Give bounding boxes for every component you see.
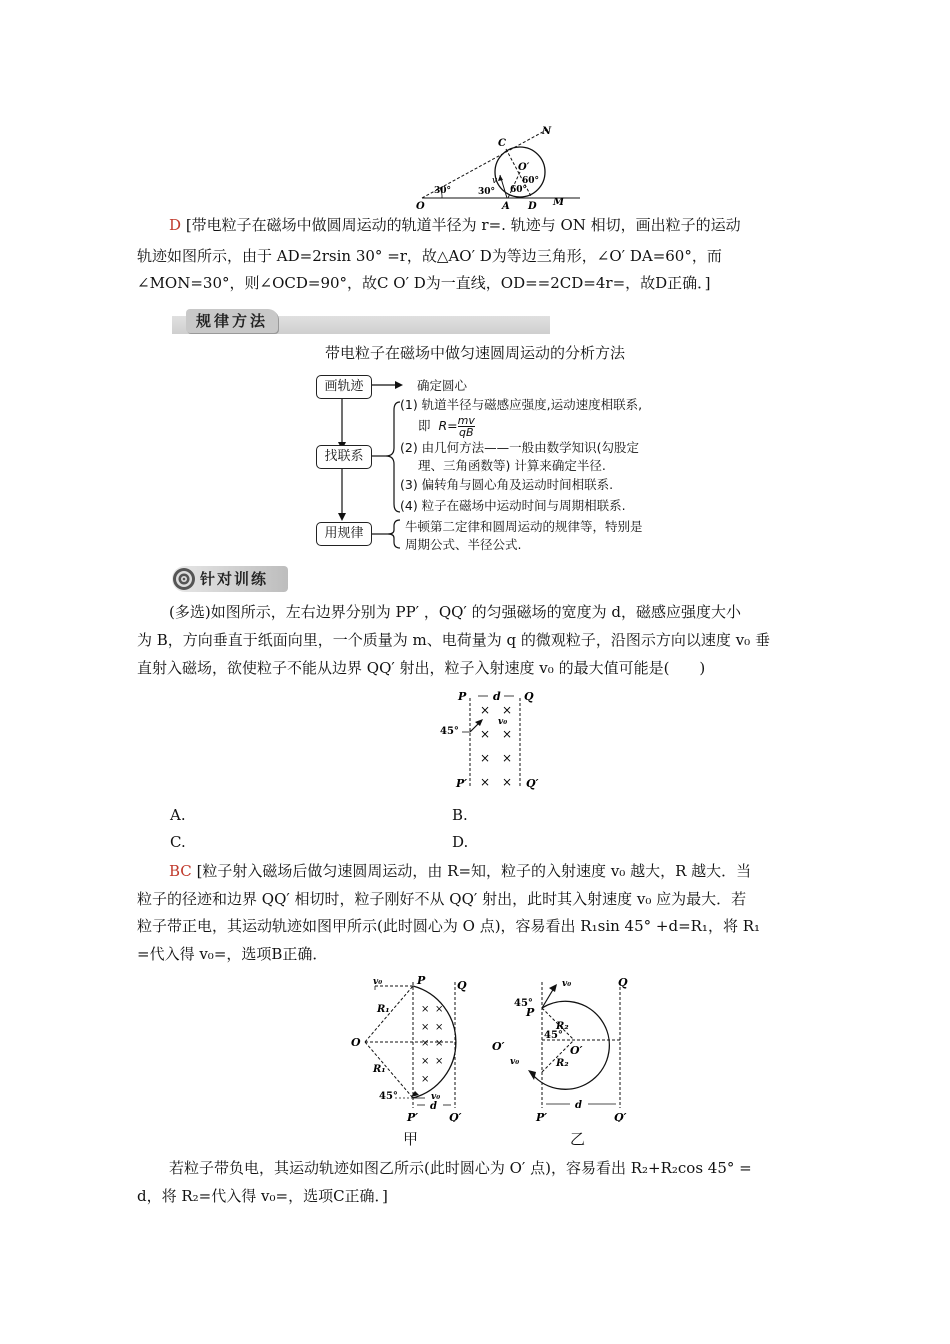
jia-label-O: O	[351, 1036, 361, 1049]
yi-label-R2a: R₂	[556, 1021, 569, 1032]
find-note-3: (3) 偏转角与圆心角及运动时间相联系.	[400, 477, 614, 492]
jia-cross-5: ×	[421, 1038, 430, 1049]
jia-label-d: d	[430, 1101, 437, 1112]
label-30b: 30°	[478, 187, 496, 197]
label-60b: 60°	[510, 185, 528, 195]
jia-label-R1b: R₁	[373, 1064, 386, 1075]
answer1-line3-row	[137, 268, 817, 299]
qfig-label-Q: Q	[524, 690, 534, 703]
jia-cross-9: ×	[421, 1074, 430, 1085]
label-60a: 60°	[522, 176, 540, 186]
answer2-line3: 粒子带正电，其运动轨迹如图甲所示(此时圆心为 O 点)，容易看出 R₁sin 45° +d=R₁，将 R₁	[137, 917, 761, 935]
answer2-option: BC	[169, 862, 192, 880]
figure-top	[410, 120, 585, 210]
yi-label-d: d	[575, 1100, 582, 1111]
find-note-1: (1) 轨道半径与磁感应强度,运动速度相联系,	[400, 397, 643, 412]
answer1-paragraph	[137, 210, 817, 241]
yi-label-R2b: R₂	[556, 1058, 569, 1069]
formula-num: mv	[457, 414, 475, 427]
question-line2: 为 B，方向垂直于纸面向里，一个质量为 m、电荷量为 q 的微观粒子，沿图示方向以速度 v₀ 垂	[137, 631, 770, 649]
qfig-cross-7: ×	[480, 775, 491, 789]
yi-label-v0b: v₀	[510, 1057, 520, 1067]
jia-label-v0b: v₀	[431, 1092, 441, 1102]
use-note-2: 周期公式、半径公式.	[405, 537, 522, 552]
answer1-line2: 轨迹如图所示，由于 AD=2rsin 30° =r，故△AO′ D为等边三角形，∠O′ DA=60°，而	[137, 247, 722, 265]
method-title: 带电粒子在磁场中做匀速圆周运动的分析方法	[324, 344, 625, 362]
label-O: O	[416, 201, 425, 210]
method-heading: 规律方法	[186, 309, 278, 333]
answer3-line1: 若粒子带负电，其运动轨迹如图乙所示(此时圆心为 O′ 点)，容易看出 R₂+R₂cos 45° =	[169, 1159, 752, 1177]
answer2-line3-row	[137, 911, 817, 942]
qfig-label-P: P	[458, 690, 467, 703]
draw-note: 确定圆心	[417, 378, 468, 393]
label-C: C	[498, 138, 506, 149]
qfig-cross-4: ×	[480, 727, 491, 741]
question-line3-row	[137, 653, 817, 684]
jia-cross-3: ×	[421, 1022, 430, 1033]
find-note-4: (4) 粒子在磁场中运动时间与周期相联系.	[400, 498, 626, 513]
answer2-line2: 粒子的径迹和边界 QQ′ 相切时，粒子刚好不从 QQ′ 射出，此时其入射速度 v₀ 应为最大．若	[137, 890, 747, 908]
jia-label-Pp: P′	[407, 1111, 419, 1122]
formula-fraction	[458, 415, 475, 438]
jia-cross-6: ×	[435, 1038, 444, 1049]
jia-cross-7: ×	[421, 1056, 430, 1067]
qfig-cross-8: ×	[502, 775, 513, 789]
answer2-line1-row	[137, 856, 817, 887]
formula-R: R=	[438, 418, 458, 433]
answer2-line4-row	[137, 939, 817, 970]
yi-label-Op: O′	[492, 1040, 505, 1053]
label-A: A	[502, 201, 510, 210]
yi-label-Q: Q	[618, 976, 628, 989]
jia-label-angle: 45°	[379, 1091, 398, 1102]
qfig-label-Qp: Q′	[526, 777, 539, 790]
jia-label-v0a: v₀	[373, 977, 383, 987]
answer1-line1: [带电粒子在磁场中做圆周运动的轨道半径为 r=. 轨迹与 ON 相切，画出粒子的运动	[185, 216, 741, 234]
yi-label-angle1: 45°	[514, 998, 533, 1009]
question-line3: 直射入磁场，欲使粒子不能从边界 QQ′ 射出，粒子入射速度 v₀ 的最大值可能是( )	[137, 659, 706, 677]
question-figure	[438, 686, 548, 796]
flow-box-use: 用规律	[316, 522, 372, 546]
answer2-line4: =代入得 v₀=，选项B正确．	[137, 945, 328, 963]
answer2-line1: [粒子射入磁场后做匀速圆周运动，由 R=知，粒子的入射速度 v₀ 越大，R 越大．当	[196, 862, 752, 880]
jia-cross-4: ×	[435, 1022, 444, 1033]
figure-yi	[490, 972, 640, 1122]
figure-jia-caption: 甲	[403, 1130, 419, 1148]
option-A: A.	[170, 806, 186, 824]
yi-label-v0a: v₀	[562, 979, 572, 989]
jia-label-R1a: R₁	[377, 1004, 390, 1015]
yi-label-P: P	[526, 1006, 535, 1019]
question-line1-row	[137, 597, 817, 628]
use-note-1: 牛顿第二定律和圆周运动的规律等，特别是	[405, 519, 643, 534]
answer3-line1-row	[137, 1153, 817, 1184]
jia-label-Qp: Q′	[449, 1111, 462, 1122]
qfig-label-d: d	[493, 690, 501, 703]
yi-label-O2: O′	[570, 1044, 583, 1057]
qfig-cross-5: ×	[480, 751, 491, 765]
jia-cross-8: ×	[435, 1056, 444, 1067]
jia-cross-1: ×	[421, 1004, 430, 1015]
label-M: M	[553, 197, 565, 208]
training-heading: 针对训练	[200, 570, 269, 588]
find-note-2: (2) 由几何方法——一般由数学知识(勾股定	[400, 440, 640, 455]
option-D: D.	[452, 833, 469, 851]
yi-label-angle2: 45°	[544, 1030, 563, 1041]
answer1-option: D	[169, 216, 182, 234]
label-O-prime: O′	[518, 162, 530, 173]
answer1-line3: ∠MON=30°，则∠OCD=90°，故C O′ D为一直线，OD==2CD=4r=，故D正确．]	[137, 274, 711, 292]
label-D: D	[528, 201, 537, 210]
jia-label-P: P	[417, 974, 426, 987]
option-C: C.	[170, 833, 186, 851]
jia-label-Q: Q	[457, 979, 467, 992]
qfig-cross-1: ×	[480, 703, 491, 717]
flow-box-find: 找联系	[316, 445, 372, 469]
label-N: N	[542, 126, 552, 137]
label-30a: 30°	[434, 186, 452, 196]
find-note-2b: 理、三角函数等) 计算来确定半径.	[418, 458, 606, 473]
answer3-line2-row	[137, 1181, 817, 1212]
find-note-1b	[418, 415, 475, 438]
question-line2-row	[137, 625, 817, 656]
target-icon	[172, 567, 196, 591]
figure-jia	[345, 972, 475, 1122]
qfig-label-v0: v₀	[498, 717, 508, 727]
figure-yi-caption: 乙	[570, 1130, 586, 1148]
yi-label-Qp: Q′	[614, 1111, 627, 1122]
question-line1: (多选)如图所示，左右边界分别为 PP′ ，QQ′ 的匀强磁场的宽度为 d，磁感应强度大小	[169, 603, 741, 621]
label-v: v	[492, 176, 498, 186]
qfig-label-Pp: P′	[456, 777, 468, 790]
option-B: B.	[452, 806, 468, 824]
yi-label-Pp: P′	[536, 1111, 548, 1122]
qfig-cross-3: ×	[502, 727, 513, 741]
find-note-1b-text: 即	[418, 418, 431, 433]
qfig-cross-6: ×	[502, 751, 513, 765]
jia-cross-2: ×	[435, 1004, 444, 1015]
answer3-line2: d，将 R₂=代入得 v₀=，选项C正确．]	[137, 1187, 388, 1205]
qfig-cross-2: ×	[502, 703, 513, 717]
qfig-label-angle: 45°	[440, 726, 459, 737]
formula-den: qB	[458, 426, 474, 439]
flow-box-draw: 画轨迹	[316, 375, 372, 399]
